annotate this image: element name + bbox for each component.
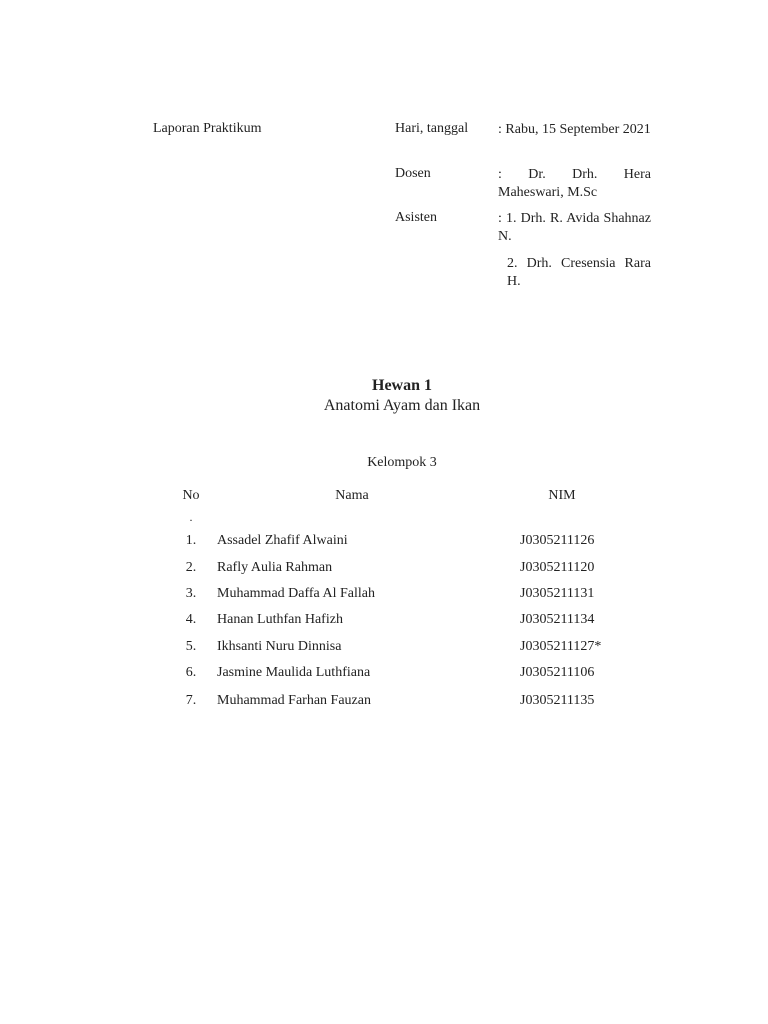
table-header-no: No	[182, 488, 200, 503]
table-row-no: 4.	[185, 612, 197, 627]
report-title: Hewan 1	[372, 377, 432, 394]
table-row-nim: J0305211120	[520, 560, 595, 575]
table-row-nim: J0305211127*	[520, 639, 602, 654]
table-row-name: Rafly Aulia Rahman	[217, 560, 333, 575]
assistant-label: Asisten	[395, 210, 437, 225]
table-row-nim: J0305211106	[520, 665, 595, 680]
date-label: Hari, tanggal	[395, 121, 469, 136]
table-row-no: 7.	[185, 693, 197, 708]
table-row-no: 3.	[185, 586, 197, 601]
assistant-value-2: 2. Drh. Cresensia Rara H.	[507, 256, 651, 289]
date-value: : Rabu, 15 September 2021	[498, 122, 651, 137]
table-header-name: Nama	[335, 488, 369, 503]
table-row-name: Jasmine Maulida Luthfiana	[217, 665, 371, 680]
table-row-no: 1.	[185, 533, 197, 548]
assistant-value-1: : 1. Drh. R. Avida Shahnaz N.	[498, 211, 651, 244]
table-row-nim: J0305211131	[520, 586, 595, 601]
group-label: Kelompok 3	[367, 455, 437, 470]
table-row-nim: J0305211126	[520, 533, 595, 548]
table-row-name: Muhammad Farhan Fauzan	[217, 693, 371, 708]
table-row-name: Hanan Luthfan Hafizh	[217, 612, 343, 627]
table-row-nim: J0305211135	[520, 693, 595, 708]
table-row-name: Ikhsanti Nuru Dinnisa	[217, 639, 342, 654]
table-row-no: 5.	[185, 639, 197, 654]
report-label: Laporan Praktikum	[153, 121, 262, 136]
lecturer-value: : Dr. Drh. Hera Maheswari, M.Sc	[498, 167, 651, 200]
table-row-nim: J0305211134	[520, 612, 595, 627]
table-header-no-dot: .	[189, 510, 193, 524]
table-header-nim: NIM	[548, 488, 576, 503]
table-row-name: Muhammad Daffa Al Fallah	[217, 586, 375, 601]
lecturer-label: Dosen	[395, 166, 431, 181]
report-subtitle: Anatomi Ayam dan Ikan	[323, 397, 481, 414]
table-row-no: 6.	[185, 665, 197, 680]
table-row-name: Assadel Zhafif Alwaini	[217, 533, 348, 548]
table-row-no: 2.	[185, 560, 197, 575]
